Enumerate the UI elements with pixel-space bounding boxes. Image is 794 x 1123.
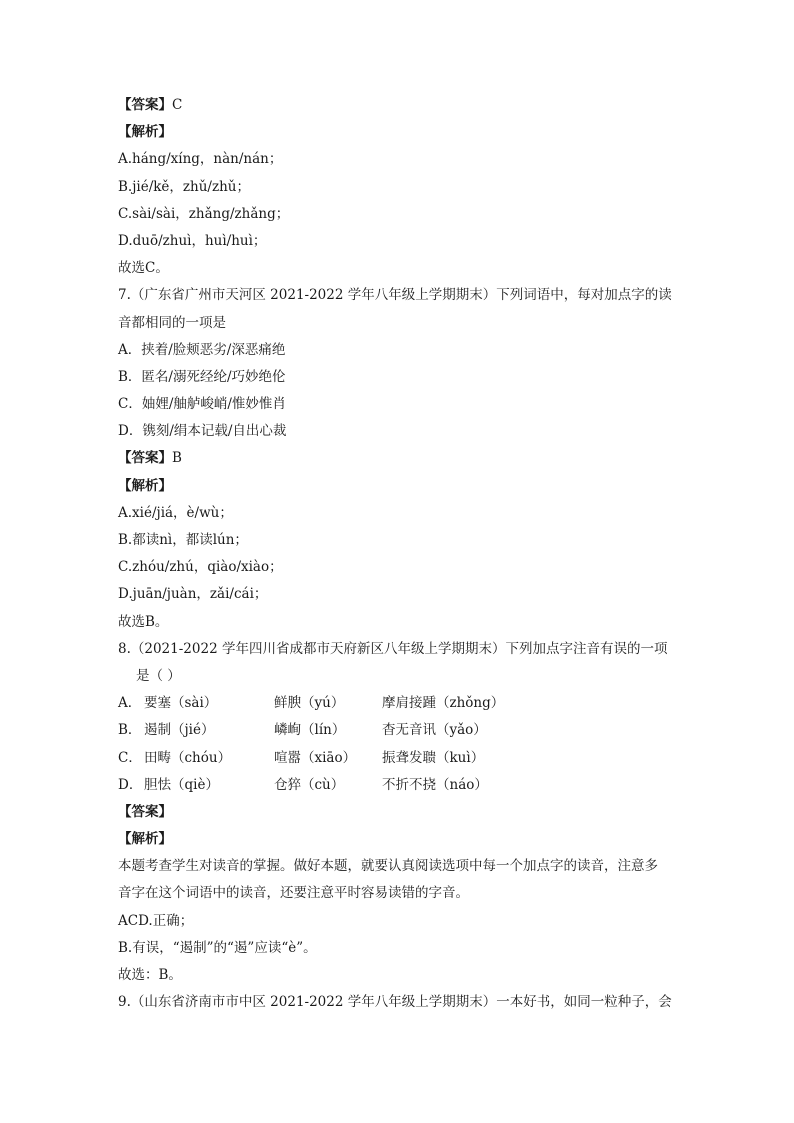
- option-word: 嶙峋（lín）: [274, 722, 346, 739]
- analysis-line: ACD.正确；: [118, 912, 194, 929]
- analysis-tag: 【解析】: [118, 124, 172, 141]
- analysis-line: 故选B。: [118, 613, 169, 630]
- option-label: B．: [118, 722, 142, 739]
- question-stem: 是（ ）: [136, 667, 181, 684]
- option-a: [118, 690, 678, 717]
- analysis-line: C.sài/sài，zhǎng/zhǎng；: [118, 205, 290, 222]
- option-label: A．: [118, 695, 142, 712]
- analysis-line: B.有误，“遏制”的“遏”应读“è”。: [118, 939, 317, 956]
- analysis-tag: 【解析】: [118, 477, 172, 494]
- analysis-line: 故选C。: [118, 260, 169, 277]
- document-page: [118, 92, 678, 1016]
- option-word: 不折不挠（náo）: [382, 776, 488, 793]
- analysis-tag: 【解析】: [118, 831, 172, 848]
- answer-line: [118, 445, 678, 472]
- analysis-line: A.xié/jiá，è/wù；: [118, 504, 233, 521]
- option-word: 要塞（sài）: [144, 695, 218, 712]
- option-word: 田畴（chóu）: [144, 749, 232, 766]
- option-c: [118, 745, 678, 772]
- answer-tag: 【答案】: [118, 450, 172, 467]
- answer-tag: 【答案】: [118, 97, 172, 113]
- analysis-line: A.háng/xíng，nàn/nán；: [118, 151, 283, 168]
- option-word: 胆怯（qiè）: [144, 776, 219, 793]
- analysis-line: D.juān/juàn，zǎi/cái；: [118, 586, 268, 603]
- analysis-text: 本题考查学生对读音的掌握。做好本题，就要认真阅读选项中每一个加点字的读音，注意多: [118, 858, 658, 875]
- option-b: [118, 717, 678, 744]
- option-word: 摩肩接踵（zhǒng）: [382, 695, 505, 712]
- option-word: 遏制（jié）: [144, 722, 215, 739]
- question-stem: 7.（广东省广州市天河区 2021-2022 学年八年级上学期期末）下列词语中，每对加点字的读: [118, 287, 672, 304]
- option-word: 喧嚣（xiāo）: [274, 749, 357, 766]
- option-word: 仓猝（cù）: [274, 776, 345, 793]
- answer-line: [118, 799, 678, 826]
- answer-value: C: [172, 97, 183, 113]
- question-stem: 音都相同的一项是: [118, 314, 226, 331]
- analysis-line: B.jié/kě，zhǔ/zhǔ；: [118, 178, 250, 195]
- analysis-text: 音字在这个词语中的读音，还要注意平时容易读错的字音。: [118, 885, 469, 902]
- option-d: D．镌刻/绢本记载/自出心裁: [118, 423, 287, 440]
- analysis-line: 故选：B。: [118, 967, 182, 983]
- answer-value: B: [172, 450, 182, 467]
- analysis-line: D.duō/zhuì，huì/huì；: [118, 232, 267, 249]
- analysis-line: B.都读nì，都读lún；: [118, 532, 248, 548]
- analysis-line: C.zhóu/zhú，qiào/xiào；: [118, 559, 283, 576]
- answer-tag: 【答案】: [118, 803, 172, 820]
- option-label: C．: [118, 749, 142, 766]
- option-word: 鲜腴（yú）: [274, 695, 345, 712]
- question-stem: 9.（山东省济南市市中区 2021-2022 学年八年级上学期期末）一本好书，如同一粒种子，会: [118, 994, 672, 1011]
- option-c: C．妯娌/舳舻峻峭/惟妙惟肖: [118, 396, 286, 413]
- option-label: D．: [118, 776, 143, 793]
- option-word: 振聋发聩（kuì）: [382, 749, 485, 766]
- option-a: A．挟着/脸颊恶劣/深恶痛绝: [118, 341, 286, 358]
- option-word: 杳无音讯（yǎo）: [382, 722, 487, 739]
- option-d: [118, 772, 678, 799]
- question-stem: 8.（2021-2022 学年四川省成都市天府新区八年级上学期期末）下列加点字注音有误的一项: [118, 640, 668, 657]
- answer-line: [118, 92, 678, 119]
- option-b: B．匿名/溺死经纶/巧妙绝伦: [118, 368, 286, 385]
